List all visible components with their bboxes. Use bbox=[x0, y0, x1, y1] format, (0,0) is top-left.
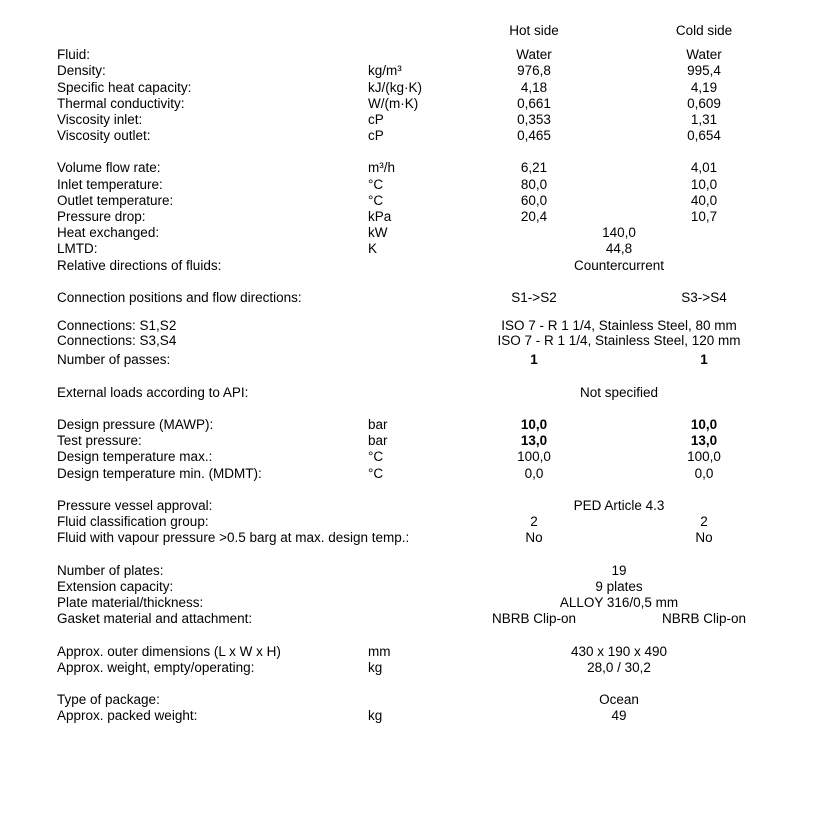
row-label: Viscosity outlet: bbox=[57, 128, 151, 143]
row-label: Outlet temperature: bbox=[57, 193, 174, 208]
row-label: Approx. outer dimensions (L x W x H) bbox=[57, 644, 281, 659]
row-shared-value: ALLOY 316/0,5 mm bbox=[559, 595, 679, 610]
row-hot-value: 4,18 bbox=[520, 80, 548, 95]
row-shared-value: ISO 7 - R 1 1/4, Stainless Steel, 120 mm bbox=[497, 333, 741, 348]
row-unit: K bbox=[368, 241, 378, 256]
row-hot-value: No bbox=[525, 530, 543, 545]
row-label: Design temperature max.: bbox=[57, 449, 213, 464]
row-unit: cP bbox=[368, 128, 384, 143]
row-label: Inlet temperature: bbox=[57, 177, 163, 192]
row-label: Connections: S1,S2 bbox=[57, 318, 177, 333]
row-cold-value: S3->S4 bbox=[681, 290, 727, 305]
row-label: Plate material/thickness: bbox=[57, 595, 204, 610]
row-label: Design pressure (MAWP): bbox=[57, 417, 214, 432]
row-cold-value: 1 bbox=[700, 352, 708, 367]
row-label: Connections: S3,S4 bbox=[57, 333, 177, 348]
row-cold-value: 0,609 bbox=[687, 96, 721, 111]
row-unit: mm bbox=[368, 644, 391, 659]
row-label: Connection positions and flow directions: bbox=[57, 290, 302, 305]
row-hot-value: Water bbox=[516, 47, 552, 62]
row-label: Fluid with vapour pressure >0.5 barg at max. design temp.: bbox=[57, 530, 410, 545]
row-label: Thermal conductivity: bbox=[57, 96, 185, 111]
row-label: Number of plates: bbox=[57, 563, 164, 578]
row-label: Volume flow rate: bbox=[57, 160, 161, 175]
row-label: Viscosity inlet: bbox=[57, 112, 143, 127]
row-hot-value: 0,353 bbox=[517, 112, 551, 127]
row-cold-value: Water bbox=[686, 47, 722, 62]
row-shared-value: 430 x 190 x 490 bbox=[570, 644, 668, 659]
row-shared-value: ISO 7 - R 1 1/4, Stainless Steel, 80 mm bbox=[501, 318, 737, 333]
row-unit: °C bbox=[368, 449, 384, 464]
row-hot-value: NBRB Clip-on bbox=[491, 611, 577, 626]
row-shared-value: 44,8 bbox=[605, 241, 633, 256]
row-unit: cP bbox=[368, 112, 384, 127]
row-hot-value: 60,0 bbox=[520, 193, 548, 208]
row-cold-value: NBRB Clip-on bbox=[661, 611, 747, 626]
row-unit: kg bbox=[368, 660, 383, 675]
row-unit: °C bbox=[368, 193, 384, 208]
row-label: Fluid: bbox=[57, 47, 91, 62]
row-unit: bar bbox=[368, 417, 388, 432]
row-hot-value: 20,4 bbox=[520, 209, 548, 224]
row-cold-value: 10,0 bbox=[690, 177, 718, 192]
row-hot-value: S1->S2 bbox=[511, 290, 557, 305]
row-unit: °C bbox=[368, 177, 384, 192]
row-label: Number of passes: bbox=[57, 352, 171, 367]
row-label: External loads according to API: bbox=[57, 385, 249, 400]
row-label: Relative directions of fluids: bbox=[57, 258, 222, 273]
row-unit: m³/h bbox=[368, 160, 395, 175]
row-hot-value: 10,0 bbox=[520, 417, 548, 432]
row-label: Approx. weight, empty/operating: bbox=[57, 660, 255, 675]
row-unit: bar bbox=[368, 433, 388, 448]
row-label: Design temperature min. (MDMT): bbox=[57, 466, 262, 481]
row-label: Heat exchanged: bbox=[57, 225, 160, 240]
row-unit: kg bbox=[368, 708, 383, 723]
row-shared-value: 19 bbox=[611, 563, 627, 578]
row-cold-value: 1,31 bbox=[690, 112, 718, 127]
row-shared-value: Not specified bbox=[579, 385, 659, 400]
row-hot-value: 0,465 bbox=[517, 128, 551, 143]
row-cold-value: 13,0 bbox=[690, 433, 718, 448]
row-hot-value: 1 bbox=[530, 352, 538, 367]
row-hot-value: 6,21 bbox=[520, 160, 548, 175]
row-label: Extension capacity: bbox=[57, 579, 174, 594]
row-label: Pressure vessel approval: bbox=[57, 498, 213, 513]
row-label: Test pressure: bbox=[57, 433, 142, 448]
row-cold-value: 10,0 bbox=[690, 417, 718, 432]
row-cold-value: 0,654 bbox=[687, 128, 721, 143]
header-hot-side: Hot side bbox=[509, 23, 559, 38]
row-shared-value: 9 plates bbox=[595, 579, 643, 594]
row-hot-value: 2 bbox=[530, 514, 538, 529]
row-hot-value: 976,8 bbox=[517, 63, 551, 78]
row-cold-value: 2 bbox=[700, 514, 708, 529]
row-hot-value: 13,0 bbox=[520, 433, 548, 448]
row-hot-value: 80,0 bbox=[520, 177, 548, 192]
row-cold-value: 100,0 bbox=[687, 449, 721, 464]
row-cold-value: 40,0 bbox=[690, 193, 718, 208]
row-cold-value: 10,7 bbox=[690, 209, 718, 224]
row-cold-value: No bbox=[695, 530, 713, 545]
row-label: Pressure drop: bbox=[57, 209, 146, 224]
row-label: LMTD: bbox=[57, 241, 98, 256]
row-label: Approx. packed weight: bbox=[57, 708, 198, 723]
row-hot-value: 0,0 bbox=[524, 466, 544, 481]
row-cold-value: 0,0 bbox=[694, 466, 714, 481]
row-unit: kg/m³ bbox=[368, 63, 402, 78]
row-cold-value: 995,4 bbox=[687, 63, 721, 78]
row-unit: kPa bbox=[368, 209, 392, 224]
row-unit: kW bbox=[368, 225, 388, 240]
header-cold-side: Cold side bbox=[675, 23, 733, 38]
row-label: Density: bbox=[57, 63, 106, 78]
row-unit: °C bbox=[368, 466, 384, 481]
row-shared-value: Ocean bbox=[599, 692, 639, 707]
row-unit: kJ/(kg·K) bbox=[368, 80, 422, 95]
row-label: Type of package: bbox=[57, 692, 160, 707]
row-hot-value: 100,0 bbox=[517, 449, 551, 464]
row-label: Gasket material and attachment: bbox=[57, 611, 253, 626]
row-hot-value: 0,661 bbox=[517, 96, 551, 111]
row-unit: W/(m·K) bbox=[368, 96, 419, 111]
row-shared-value: PED Article 4.3 bbox=[573, 498, 665, 513]
row-label: Specific heat capacity: bbox=[57, 80, 192, 95]
row-cold-value: 4,19 bbox=[690, 80, 718, 95]
row-shared-value: 49 bbox=[611, 708, 627, 723]
row-shared-value: 140,0 bbox=[602, 225, 636, 240]
row-label: Fluid classification group: bbox=[57, 514, 209, 529]
row-cold-value: 4,01 bbox=[690, 160, 718, 175]
row-shared-value: Countercurrent bbox=[573, 258, 665, 273]
row-shared-value: 28,0 / 30,2 bbox=[587, 660, 651, 675]
